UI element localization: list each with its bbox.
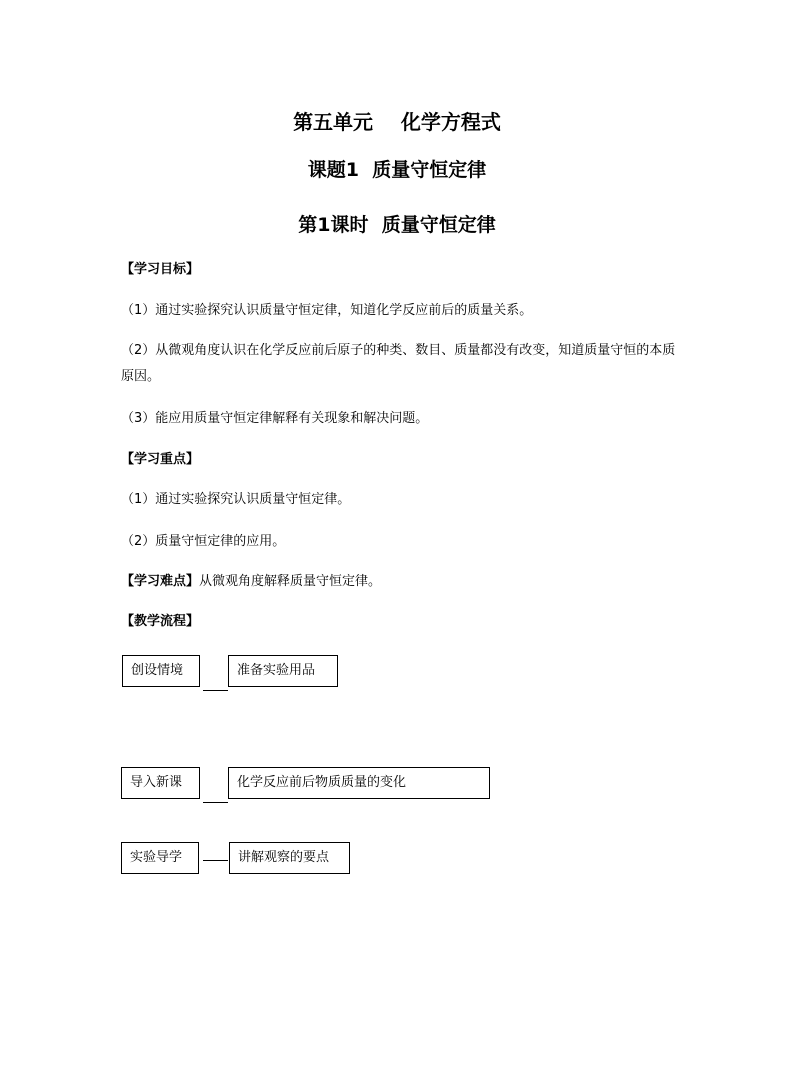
flow-activity-box: 准备实验用品	[228, 655, 338, 687]
period-title: 第1课时 质量守恒定律	[298, 214, 496, 236]
flow-heading: 【教学流程】	[121, 614, 200, 629]
flow-activity-box: 化学反应前后物质质量的变化	[228, 767, 490, 799]
difficulty-line	[121, 569, 381, 595]
lesson-title: 课题1 质量守恒定律	[307, 159, 487, 181]
flow-stage-box: 实验导学	[121, 842, 199, 874]
objective-item-2: （2）从微观角度认识在化学反应前后原子的种类、数目、质量都没有改变，知道质量守恒的本质原因。	[121, 343, 676, 384]
key-point-item-1: （1）通过实验探究认识质量守恒定律。	[121, 492, 351, 507]
key-points-heading: 【学习重点】	[121, 452, 200, 467]
difficulty-heading: 【学习难点】	[121, 574, 200, 589]
objectives-heading: 【学习目标】	[121, 262, 200, 277]
objective-item-1: （1）通过实验探究认识质量守恒定律，知道化学反应前后的质量关系。	[121, 303, 533, 318]
key-point-item-2: （2）质量守恒定律的应用。	[121, 534, 286, 549]
flow-stage-box: 导入新课	[121, 767, 200, 799]
objective-item-3: （3）能应用质量守恒定律解释有关现象和解决问题。	[121, 411, 429, 426]
flow-connector	[203, 860, 228, 861]
flow-connector	[203, 690, 228, 691]
flow-stage-box: 创设情境	[122, 655, 200, 687]
difficulty-text: 从微观角度解释质量守恒定律。	[199, 574, 382, 589]
flow-activity-box: 讲解观察的要点	[229, 842, 350, 874]
flow-connector	[203, 802, 228, 803]
unit-title: 第五单元 化学方程式	[293, 110, 501, 134]
